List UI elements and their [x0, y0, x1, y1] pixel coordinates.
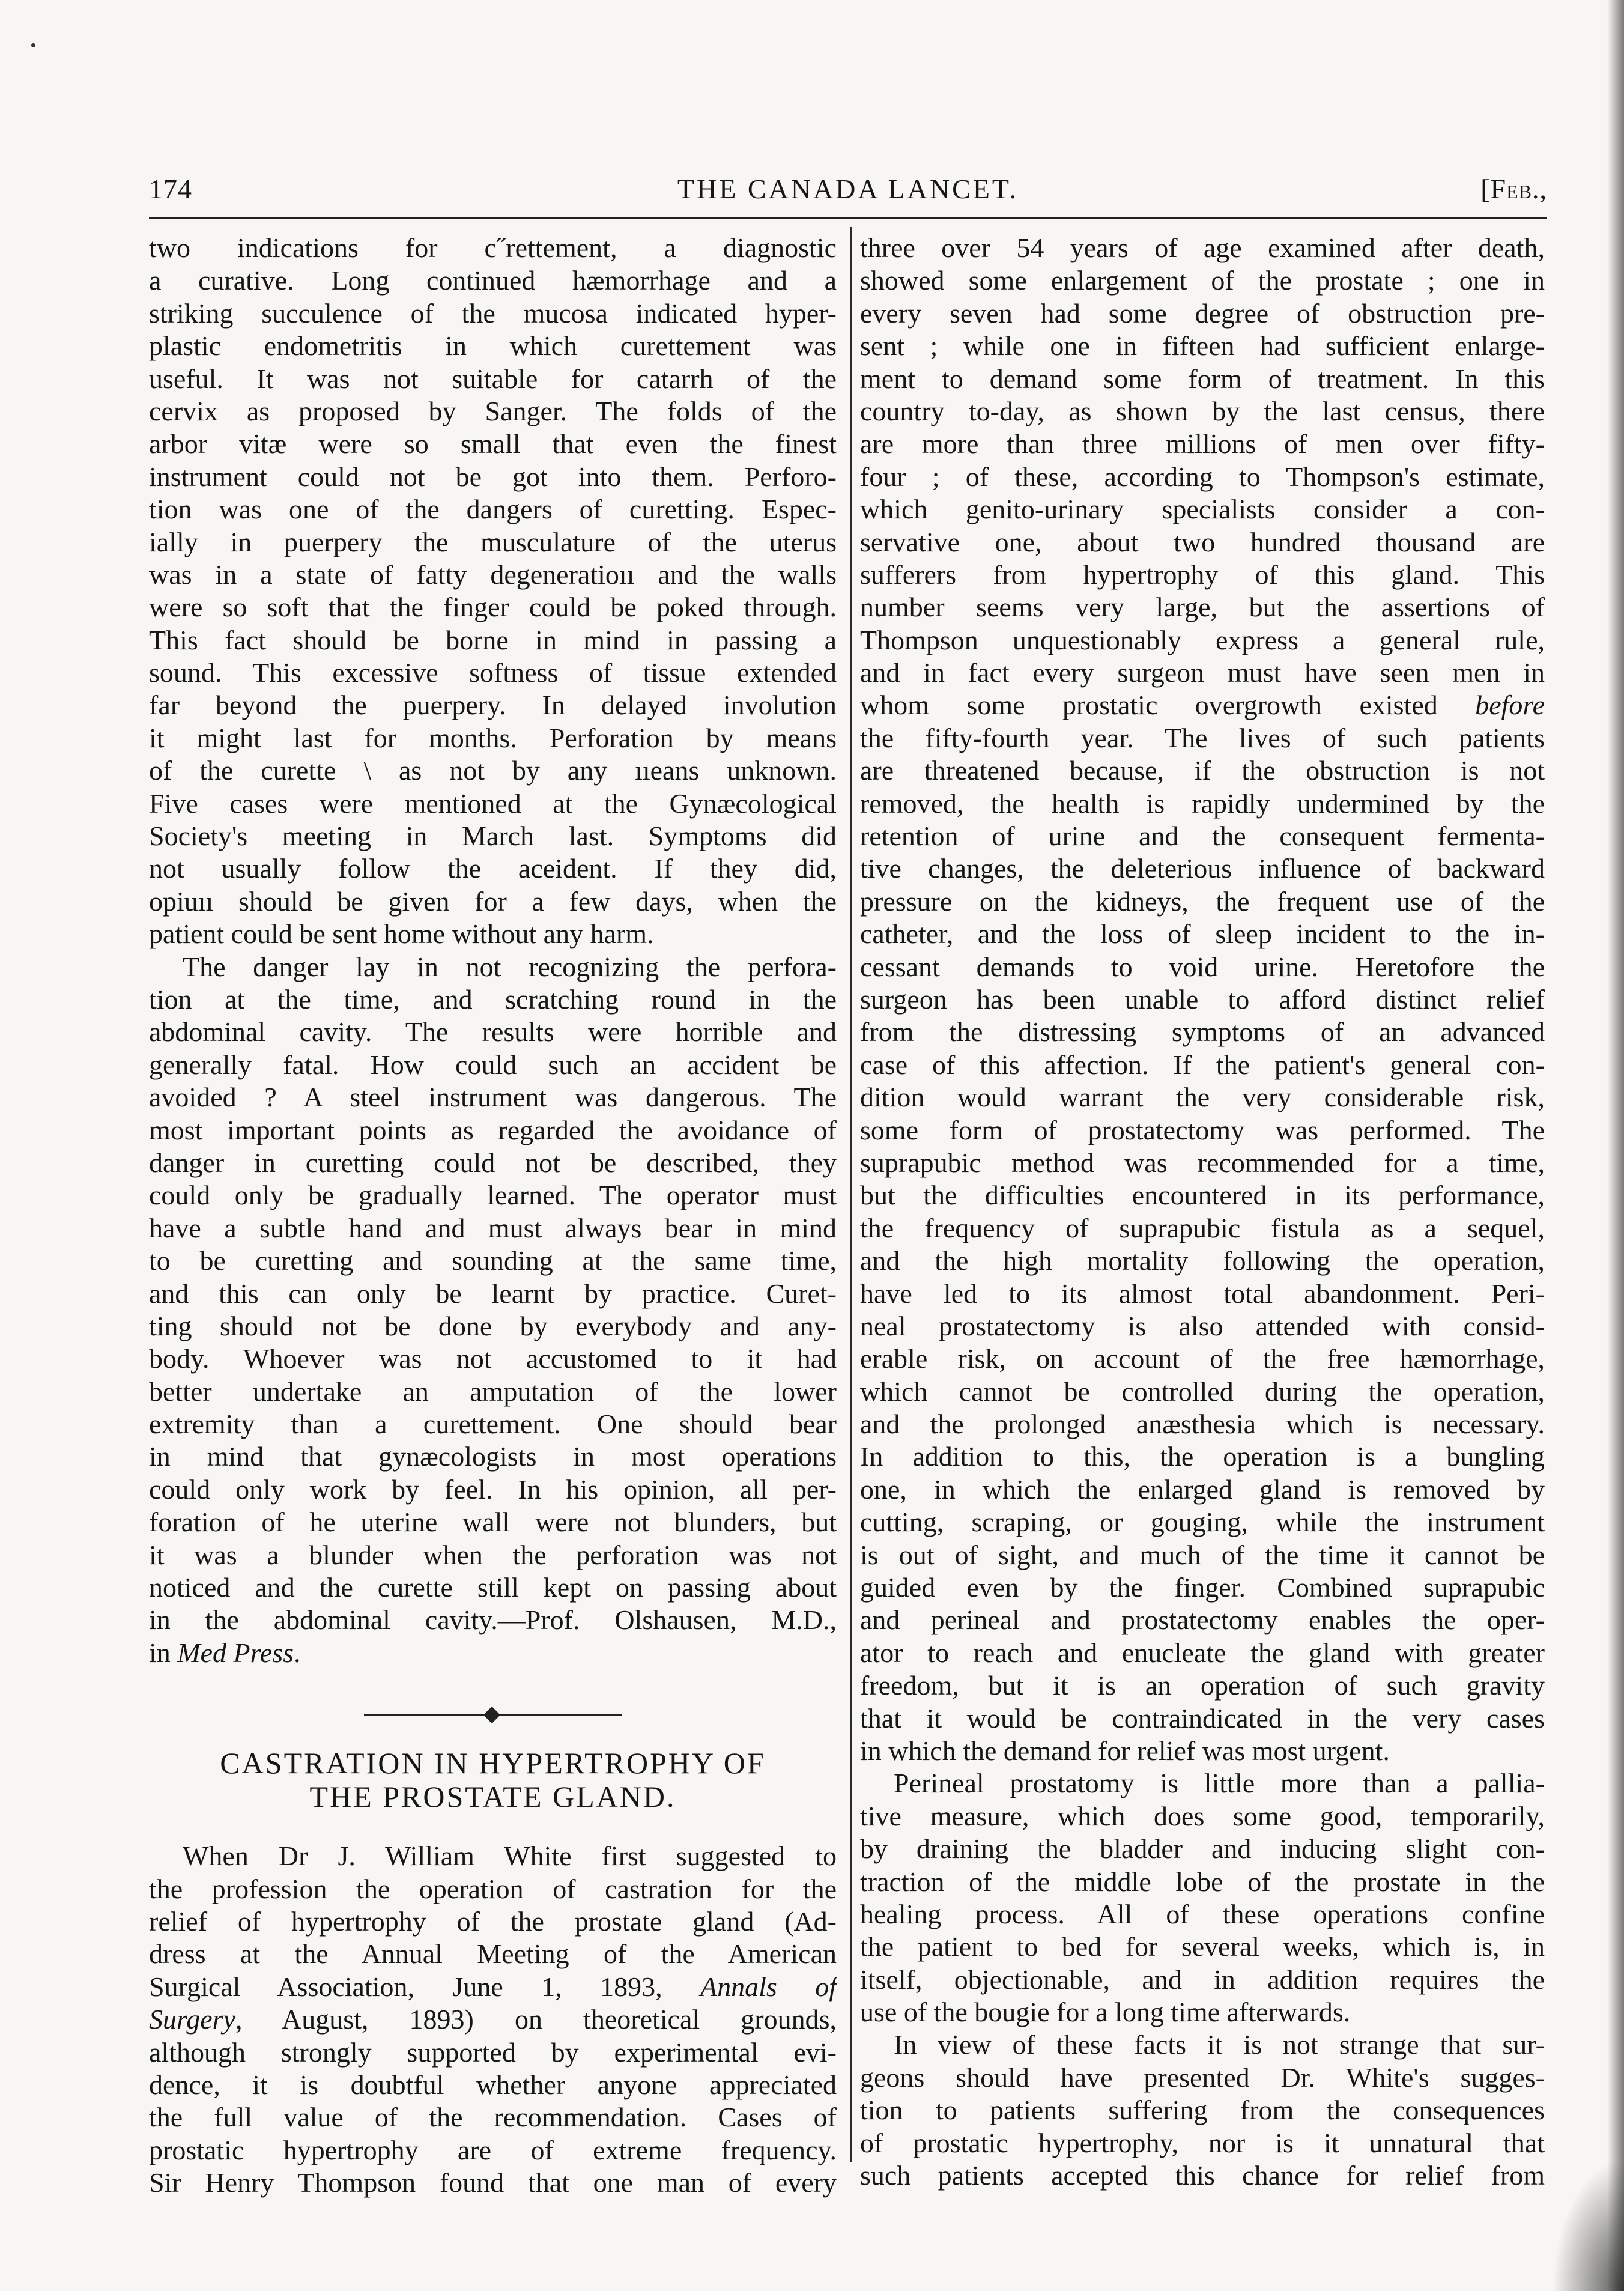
text-line: arbor vitæ were so small that even the finest — [149, 428, 837, 460]
text-line: in which the demand for relief was most urgent. — [860, 1735, 1390, 1766]
text-line: In addition to this, the operation is a bungling — [860, 1441, 1545, 1472]
text-line: to be curetting and sounding at the same time, — [149, 1245, 837, 1276]
text-line: removed, the health is rapidly undermined by the — [860, 787, 1545, 819]
text-line: body. Whoever was not accustomed to it had — [149, 1343, 837, 1374]
section-heading — [149, 1746, 837, 1813]
text-line: some form of prostatectomy was performed. The — [860, 1114, 1545, 1146]
text-line: The danger lay in not recognizing the perfora- — [183, 951, 837, 982]
text-line: could only work by feel. In his opinion, all per- — [149, 1473, 837, 1505]
text-line: use of the bougie for a long time afterwards. — [860, 1997, 1351, 2028]
text-line: geons should have presented Dr. White's sugges- — [860, 2062, 1545, 2093]
text-line: were so soft that the finger could be poked through. — [149, 592, 837, 623]
text-line: freedom, but it is an operation of such gravity — [860, 1670, 1545, 1701]
section-heading-line: CASTRATION IN HYPERTROPHY OF — [220, 1746, 766, 1780]
text-line: itself, objectionable, and in addition requires the — [860, 1964, 1545, 1995]
text-line: better undertake an amputation of the lower — [149, 1376, 837, 1407]
left-column — [149, 232, 837, 2199]
text-line: opiuıı should be given for a few days, when the — [149, 885, 837, 917]
text-line: it was a blunder when the perforation was not — [149, 1539, 837, 1570]
text-line: in mind that gynæcologists in most operations — [149, 1441, 837, 1472]
text-line: country to-day, as shown by the last census, there — [860, 395, 1545, 426]
text-line: abdominal cavity. The results were horrible and — [149, 1016, 837, 1048]
text-line: traction of the middle lobe of the prostate in the — [860, 1866, 1545, 1897]
text-line: healing process. All of these operations confine — [860, 1898, 1545, 1929]
text-line: plastic endometritis in which curettement was — [149, 330, 837, 362]
text-line: a curative. Long continued hæmorrhage and a — [149, 265, 837, 296]
text-line: ially in puerpery the musculature of the uterus — [149, 526, 837, 557]
text-line: every seven had some degree of obstruction pre- — [860, 297, 1545, 329]
text-line: which genito-urinary specialists consider a con- — [860, 494, 1545, 525]
text-line: could only be gradually learned. The operator must — [149, 1180, 837, 1211]
text-line: it might last for months. Perforation by means — [149, 722, 837, 753]
text-line: generally fatal. How could such an accident be — [149, 1049, 837, 1080]
text-line: the full value of the recommendation. Cases of — [149, 2102, 837, 2133]
text-line: and this can only be learnt by practice. Curet- — [149, 1278, 837, 1309]
paragraph — [860, 232, 1545, 1767]
paragraph — [149, 951, 837, 1670]
text-line: far beyond the puerpery. In delayed involution — [149, 690, 837, 721]
text-line: the fifty-fourth year. The lives of such patients — [860, 722, 1545, 753]
right-column — [860, 232, 1545, 2192]
text-line: are threatened because, if the obstruction is not — [860, 755, 1545, 786]
text-line: although strongly supported by experimental evi- — [149, 2036, 837, 2068]
paragraph — [860, 2029, 1545, 2192]
text-line: and the high mortality following the operation, — [860, 1245, 1545, 1276]
section-divider-ornament — [364, 1703, 622, 1727]
text-line: three over 54 years of age examined after death, — [860, 232, 1545, 263]
page-corner-smudge — [1552, 2159, 1624, 2291]
text-line: Five cases were mentioned at the Gynæcological — [149, 787, 837, 819]
text-line: but the difficulties encountered in its performance, — [860, 1180, 1545, 1211]
text-line: of the curette \ as not by any ııeans unknown. — [149, 755, 837, 786]
text-line: was in a state of fatty degeneratioıı and the walls — [149, 559, 837, 590]
text-line: dress at the Annual Meeting of the American — [149, 1938, 837, 1970]
text-line: This fact should be borne in mind in passing a — [149, 624, 837, 655]
text-line: that it would be contraindicated in the very cases — [860, 1702, 1545, 1734]
text-line: most important points as regarded the avoidance of — [149, 1114, 837, 1146]
text-line: and perineal and prostatectomy enables the oper- — [860, 1604, 1545, 1636]
text-line: instrument could not be got into them. Perforo- — [149, 461, 837, 492]
text-line: avoided ? A steel instrument was dangerous. The — [149, 1082, 837, 1113]
text-line: sufferers from hypertrophy of this gland. This — [860, 559, 1545, 590]
text-line: and the prolonged anæsthesia which is necessary. — [860, 1409, 1545, 1440]
column-divider — [850, 227, 852, 2162]
text-line: striking succulence of the mucosa indicated hyper- — [149, 297, 837, 329]
text-line: useful. It was not suitable for catarrh of the — [149, 363, 837, 394]
text-line: in the abdominal cavity.—Prof. Olshausen, M.D., — [149, 1604, 837, 1636]
text-line: danger in curetting could not be described, they — [149, 1147, 837, 1178]
text-line: Sir Henry Thompson found that one man of every — [149, 2167, 837, 2198]
text-line: cutting, scraping, or gouging, while the instrument — [860, 1507, 1545, 1538]
text-line: Thompson unquestionably express a general rule, — [860, 624, 1545, 655]
text-line: noticed and the curette still kept on passing about — [149, 1572, 837, 1603]
text-line: patient could be sent home without any harm. — [149, 918, 654, 950]
text-line: cervix as proposed by Sanger. The folds of the — [149, 395, 837, 426]
text-line: one, in which the enlarged gland is removed by — [860, 1473, 1545, 1505]
text-line: neal prostatectomy is also attended with consid- — [860, 1310, 1545, 1341]
text-line: tion to patients suffering from the consequences — [860, 2095, 1545, 2126]
text-line: servative one, about two hundred thousand are — [860, 526, 1545, 557]
text-line: four ; of these, according to Thompson's estimate, — [860, 461, 1545, 492]
text-line: such patients accepted this chance for relief from — [860, 2160, 1545, 2191]
issue-month: [Feb., — [1480, 174, 1547, 204]
text-line: is out of sight, and much of the time it cannot be — [860, 1539, 1545, 1570]
text-line: tion was one of the dangers of curetting. Espec- — [149, 494, 837, 525]
text-line: extremity than a curettement. One should bear — [149, 1409, 837, 1440]
text-line: Surgical Association, June 1, 1893, Annals of — [149, 1971, 837, 2002]
text-line: the frequency of suprapubic fistula as a sequel, — [860, 1212, 1545, 1243]
text-line: ting should not be done by everybody and any- — [149, 1310, 837, 1341]
text-line: tive changes, the deleterious influence of backward — [860, 853, 1545, 884]
header-rule — [149, 217, 1547, 219]
text-line: are more than three millions of men over fifty- — [860, 428, 1545, 460]
text-line: ator to reach and enucleate the gland with greater — [860, 1637, 1545, 1668]
text-line: by draining the bladder and inducing slight con- — [860, 1833, 1545, 1865]
text-line: dition would warrant the very considerable risk, — [860, 1082, 1545, 1113]
text-line: not usually follow the aceident. If they did, — [149, 853, 837, 884]
text-line: two indications for c˝rettement, a diagnostic — [149, 232, 837, 263]
paragraph — [149, 232, 837, 951]
text-line: guided even by the finger. Combined suprapubic — [860, 1572, 1545, 1603]
text-line: in Med Press. — [149, 1637, 301, 1668]
text-line: foration of he uterine wall were not blunders, but — [149, 1507, 837, 1538]
text-line: case of this affection. If the patient's general con- — [860, 1049, 1545, 1080]
text-line: erable risk, on account of the free hæmorrhage, — [860, 1343, 1545, 1374]
text-line: prostatic hypertrophy are of extreme frequency. — [149, 2134, 837, 2165]
text-line: Society's meeting in March last. Symptoms did — [149, 821, 837, 852]
text-line: of prostatic hypertrophy, nor is it unnatural that — [860, 2127, 1545, 2158]
text-line: cessant demands to void urine. Heretofore the — [860, 951, 1545, 982]
journal-title: THE CANADA LANCET. — [677, 174, 1019, 204]
text-line: sound. This excessive softness of tissue extended — [149, 657, 837, 688]
text-line: whom some prostatic overgrowth existed before — [860, 690, 1545, 721]
text-line: the patient to bed for several weeks, which is, in — [860, 1931, 1545, 1962]
text-line: the profession the operation of castration for the — [149, 1873, 837, 1904]
page-edge-shadow — [1607, 0, 1624, 2291]
text-line: In view of these facts it is not strange that sur- — [894, 2029, 1545, 2060]
text-line: have a subtle hand and must always bear in mind — [149, 1212, 837, 1243]
text-line: When Dr J. William White first suggested to — [183, 1840, 837, 1872]
text-line: catheter, and the loss of sleep incident to the in- — [860, 918, 1545, 950]
text-line: showed some enlargement of the prostate ; one in — [860, 265, 1545, 296]
text-line: suprapubic method was recommended for a time, — [860, 1147, 1545, 1178]
section-heading-line: THE PROSTATE GLAND. — [309, 1780, 676, 1814]
text-line: retention of urine and the consequent fermenta- — [860, 821, 1545, 852]
paragraph — [149, 1840, 837, 2199]
text-line: dence, it is doubtful whether anyone appreciated — [149, 2069, 837, 2100]
text-line: pressure on the kidneys, the frequent use of the — [860, 885, 1545, 917]
page-number: 174 — [149, 174, 192, 204]
ink-speck — [31, 43, 35, 47]
text-line: relief of hypertrophy of the prostate gland (Ad- — [149, 1905, 837, 1937]
text-line: and in fact every surgeon must have seen men in — [860, 657, 1545, 688]
text-line: surgeon has been unable to afford distinct relief — [860, 983, 1545, 1015]
text-line: have led to its almost total abandonment. Peri- — [860, 1278, 1545, 1309]
text-line: tion at the time, and scratching round in the — [149, 983, 837, 1015]
text-line: Surgery, August, 1893) on theoretical grounds, — [149, 2004, 837, 2035]
text-line: sent ; while one in fifteen had sufficient enlarge- — [860, 330, 1545, 362]
text-line: number seems very large, but the assertions of — [860, 592, 1545, 623]
text-line: from the distressing symptoms of an advanced — [860, 1016, 1545, 1048]
text-line: which cannot be controlled during the operation, — [860, 1376, 1545, 1407]
running-header — [149, 173, 1547, 215]
paragraph — [860, 1767, 1545, 2029]
text-line: tive measure, which does some good, temporarily, — [860, 1800, 1545, 1831]
text-line: ment to demand some form of treatment. In this — [860, 363, 1545, 394]
text-line: Perineal prostatomy is little more than a pallia- — [894, 1768, 1545, 1799]
